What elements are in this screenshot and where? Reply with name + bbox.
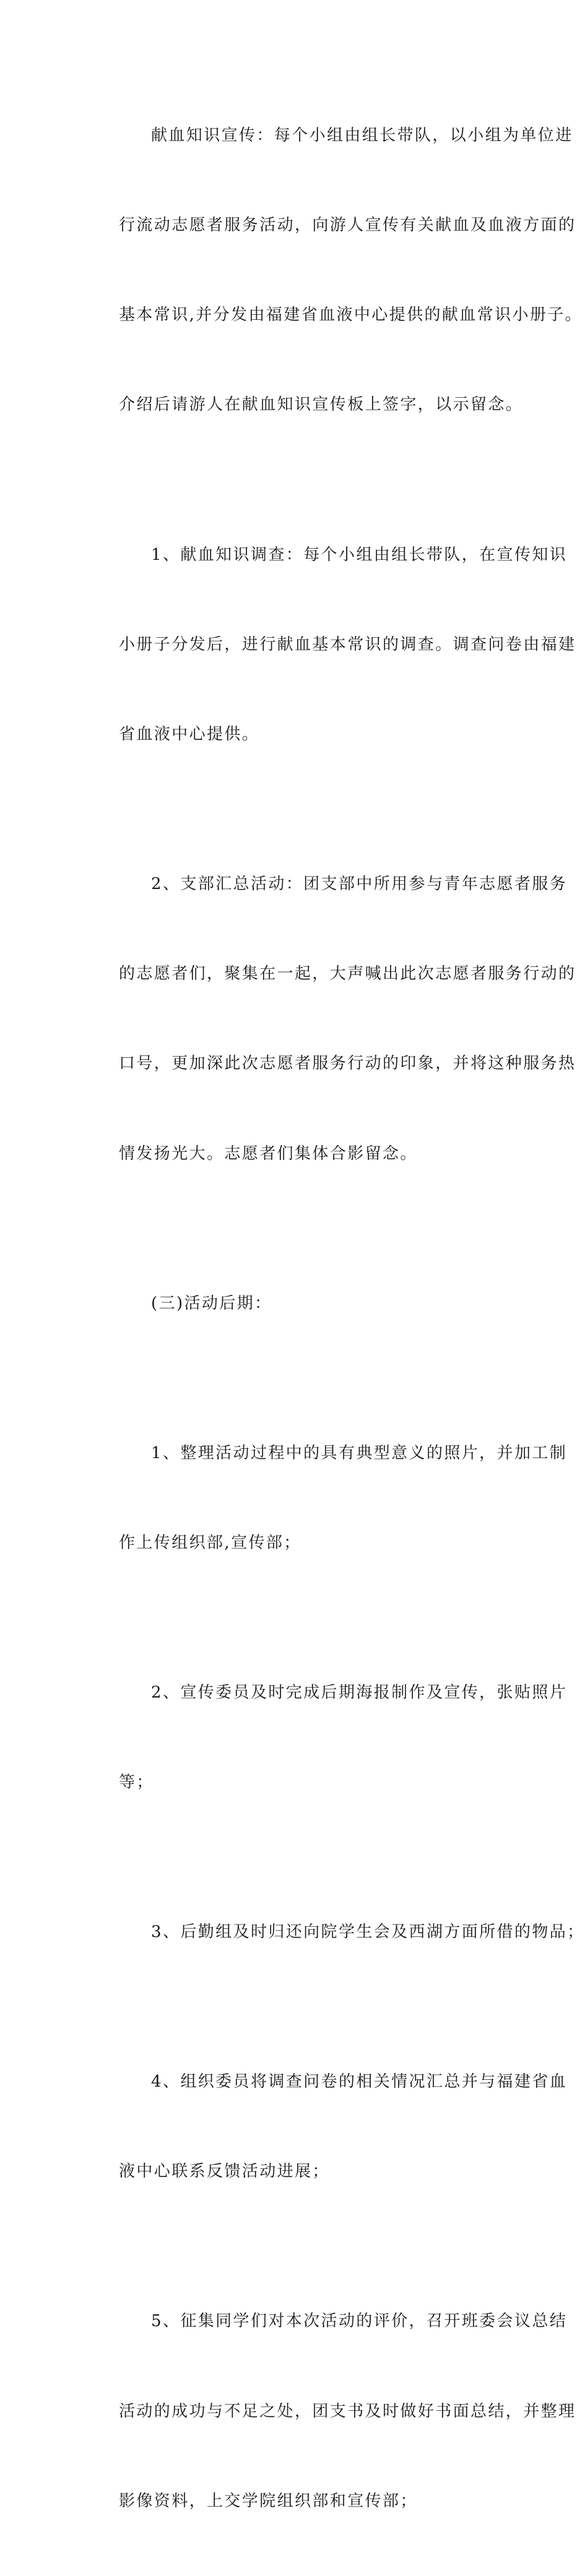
paragraph-branch-summary	[87, 809, 576, 1229]
text-line: 情发扬光大。志愿者们集体合影留念。	[119, 1144, 418, 1163]
text-line: 2、支部汇总活动：团支部中所用参与青年志愿者服务	[151, 874, 568, 893]
text-line: 3、后勤组及时归还向院学生会及西湖方面所借的物品；	[151, 1923, 585, 1942]
paragraph-item-1	[87, 1378, 568, 1618]
text-line: 活动的成功与不足之处，团支书及时做好书面总结，并整理	[119, 2402, 576, 2421]
text-line: 1、献血知识调查：每个小组由组长带队，在宣传知识	[151, 545, 568, 564]
text-line: 2、宣传委员及时完成后期海报制作及宣传，张贴照片	[151, 1683, 568, 1702]
text-line: 小册子分发后，进行献血基本常识的调查。调查问卷由福建	[119, 635, 576, 654]
text-line: 作上传组织部,宣传部；	[119, 1533, 301, 1552]
section-heading	[87, 1229, 489, 1378]
paragraph-survey	[87, 480, 576, 809]
text-line: 口号，更加深此次志愿者服务行动的印象，并将这种服务热	[119, 1054, 576, 1073]
text-line: 献血知识宣传：每个小组由组长带队，以小组为单位进	[151, 126, 573, 145]
text-line: 介绍后请游人在献血知识宣传板上签字，以示留念。	[119, 395, 524, 414]
text-line: 液中心联系反馈活动进展；	[119, 2162, 330, 2181]
text-line: 省血液中心提供。	[119, 724, 260, 744]
paragraph-item-2	[87, 1618, 568, 1857]
text-line: 4、组织委员将调查问卷的相关情况汇总并与福建省血	[151, 2072, 568, 2092]
text-line: 行流动志愿者服务活动，向游人宣传有关献血及血液方面的	[119, 216, 576, 235]
text-line: 的志愿者们，聚集在一起，大声喊出此次志愿者服务行动的	[119, 964, 576, 984]
text-line: 5、征集同学们对本次活动的评价，召开班委会议总结	[151, 2312, 568, 2331]
document-body	[87, 61, 585, 2576]
text-line: 1、整理活动过程中的具有典型意义的照片，并加工制	[151, 1443, 568, 1462]
paragraph-item-5	[87, 2247, 576, 2576]
paragraph-item-3	[87, 1857, 585, 2007]
text-line: (三)活动后期：	[151, 1294, 272, 1313]
paragraph-item-4	[87, 2007, 568, 2246]
text-line: 基本常识,并分发由福建省血液中心提供的献血常识小册子。	[119, 306, 583, 325]
text-line: 影像资料，上交学院组织部和宣传部；	[119, 2491, 418, 2510]
paragraph-publicity	[87, 61, 583, 480]
text-line: 等；	[119, 1773, 154, 1792]
